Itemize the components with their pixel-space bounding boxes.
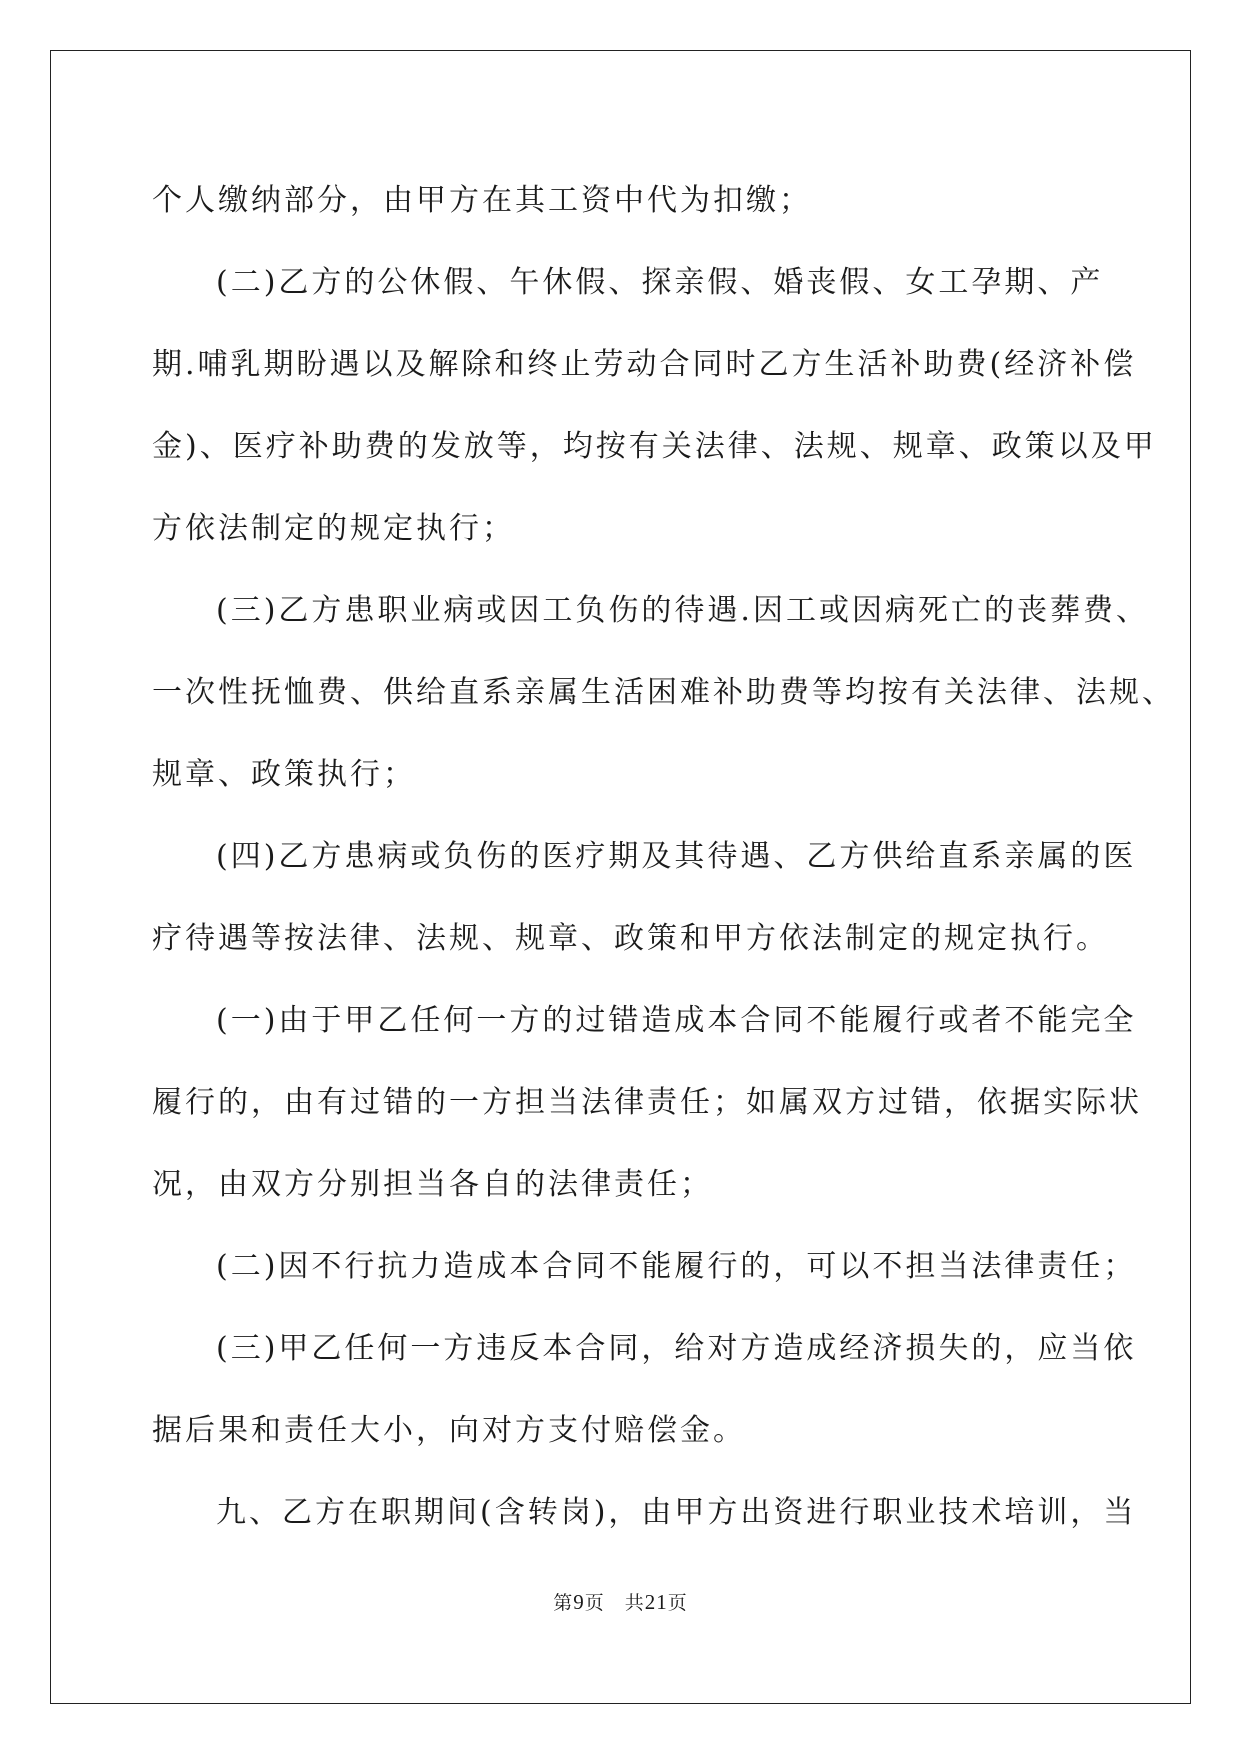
text-line-4: 金)、医疗补助费的发放等，均按有关法律、法规、规章、政策以及甲 <box>152 429 1157 464</box>
text-line-15: (三)甲乙任何一方违反本合同，给对方造成经济损失的，应当依 <box>216 1331 1137 1366</box>
page-suffix: 页 <box>584 1592 605 1614</box>
text-line-11: (一)由于甲乙任何一方的过错造成本合同不能履行或者不能完全 <box>216 1003 1137 1038</box>
text-line-14: (二)因不行抗力造成本合同不能履行的，可以不担当法律责任； <box>216 1249 1137 1284</box>
text-line-5: 方依法制定的规定执行； <box>152 511 515 546</box>
text-line-13: 况，由双方分别担当各自的法律责任； <box>152 1167 713 1202</box>
page-footer <box>0 1588 1241 1615</box>
text-line-2: (二)乙方的公休假、午休假、探亲假、婚丧假、女工孕期、产 <box>216 265 1104 300</box>
total-prefix: 共 <box>624 1592 645 1614</box>
document-body <box>152 160 1175 1554</box>
text-line-17: 九、乙方在职期间(含转岗)，由甲方出资进行职业技术培训，当 <box>216 1495 1137 1530</box>
total-pages: 21 <box>644 1590 668 1614</box>
text-line-12: 履行的，由有过错的一方担当法律责任；如属双方过错，依据实际状 <box>152 1085 1142 1120</box>
text-line-1: 个人缴纳部分，由甲方在其工资中代为扣缴； <box>152 183 812 218</box>
text-line-6: (三)乙方患职业病或因工负伤的待遇.因工或因病死亡的丧葬费、 <box>216 593 1149 628</box>
total-suffix: 页 <box>667 1592 688 1614</box>
text-line-7: 一次性抚恤费、供给直系亲属生活困难补助费等均按有关法律、法规、 <box>152 675 1175 710</box>
page-number: 9 <box>573 1590 585 1614</box>
text-line-8: 规章、政策执行； <box>152 757 416 792</box>
text-line-16: 据后果和责任大小，向对方支付赔偿金。 <box>152 1413 746 1448</box>
page-prefix: 第 <box>553 1592 574 1614</box>
text-line-9: (四)乙方患病或负伤的医疗期及其待遇、乙方供给直系亲属的医 <box>216 839 1137 874</box>
text-line-3: 期.哺乳期盼遇以及解除和终止劳动合同时乙方生活补助费(经济补偿 <box>152 347 1137 382</box>
text-line-10: 疗待遇等按法律、法规、规章、政策和甲方依法制定的规定执行。 <box>152 921 1109 956</box>
